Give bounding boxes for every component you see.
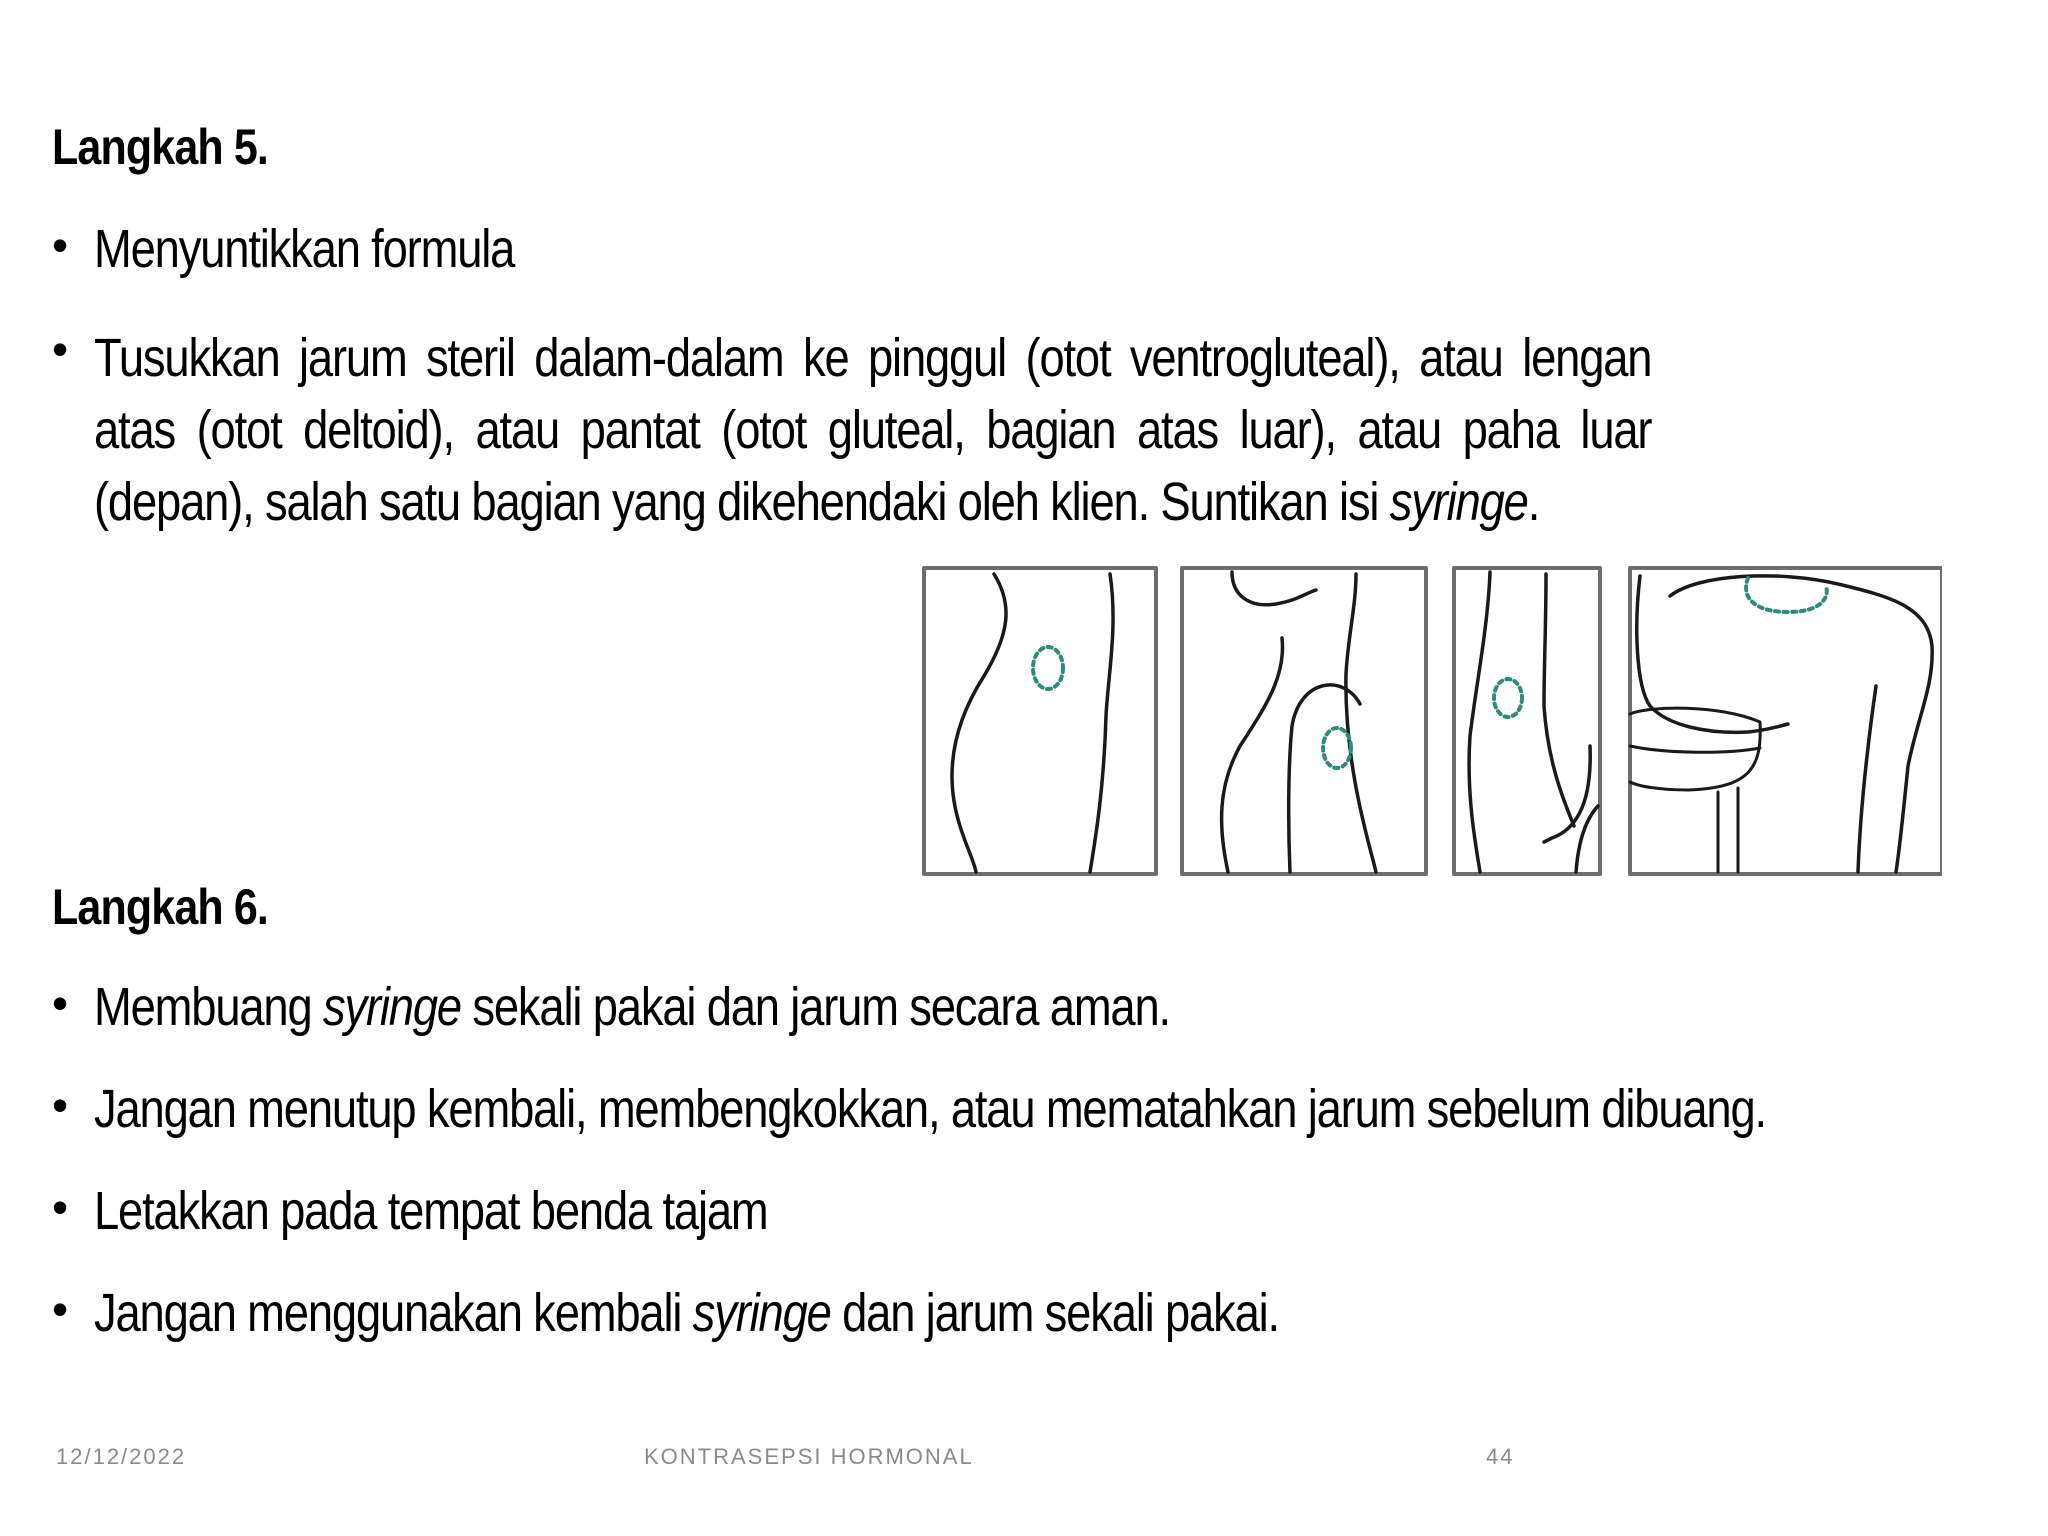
- bullet-icon: •: [52, 977, 67, 1029]
- bullet-text: Tusukkan jarum steril dalam-dalam ke pinggul (otot ventrogluteal), atau lengan atas (otot deltoid), atau pantat (otot gluteal, bagian atas luar), atau paha luar (depan), salah satu bagian yang dikehendaki oleh klien. Suntikan isi: [94, 328, 1652, 532]
- bullet-italic-term: syringe: [322, 977, 461, 1037]
- footer-date: 12/12/2022: [56, 1444, 187, 1464]
- list-item: [52, 1078, 2048, 1180]
- upper-arm-deltoid-icon: [1182, 568, 1426, 874]
- footer-page-number: 44: [1486, 1444, 1515, 1464]
- thigh-outer-icon: [1630, 568, 1942, 874]
- bullet-text-end: dan jarum sekali pakai.: [830, 1283, 1279, 1343]
- bullet-text: Menyuntikkan formula: [94, 219, 515, 279]
- step5-heading: Langkah 5.: [52, 119, 269, 175]
- buttock-gluteal-icon: [1454, 568, 1600, 874]
- bullet-icon: •: [52, 219, 67, 271]
- bullet-icon: •: [52, 1283, 67, 1335]
- list-item: [52, 976, 2048, 1078]
- bullet-text-end: sekali pakai dan jarum secara aman.: [460, 977, 1170, 1037]
- bullet-text-group: [94, 1282, 1279, 1344]
- list-item: [52, 1282, 2048, 1384]
- list-item: [52, 218, 1948, 322]
- footer-title: KONTRASEPSI HORMONAL: [644, 1444, 974, 1464]
- bullet-text: Jangan menggunakan kembali: [94, 1283, 693, 1343]
- bullet-icon: •: [52, 1079, 67, 1131]
- list-item: [52, 1180, 2048, 1282]
- bullet-text: Jangan menutup kembali, membengkokkan, atau mematahkan jarum sebelum dibuang.: [94, 1079, 1766, 1139]
- bullet-text-end: .: [1527, 472, 1540, 532]
- injection-sites-illustration: [922, 566, 1942, 884]
- hip-ventrogluteal-icon: [924, 568, 1156, 874]
- list-item: [52, 322, 1948, 538]
- step5-bullet-list: [52, 218, 1948, 538]
- step6-heading: Langkah 6.: [52, 879, 269, 935]
- bullet-text-group: [94, 976, 1170, 1038]
- bullet-icon: •: [52, 323, 67, 375]
- bullet-italic-term: syringe: [692, 1283, 831, 1343]
- bullet-text: Letakkan pada tempat benda tajam: [94, 1181, 768, 1241]
- bullet-text: Membuang: [94, 977, 323, 1037]
- step6-bullet-list: [52, 976, 2048, 1384]
- bullet-paragraph: [94, 322, 1651, 538]
- bullet-icon: •: [52, 1181, 67, 1233]
- bullet-italic-term: syringe: [1389, 472, 1528, 532]
